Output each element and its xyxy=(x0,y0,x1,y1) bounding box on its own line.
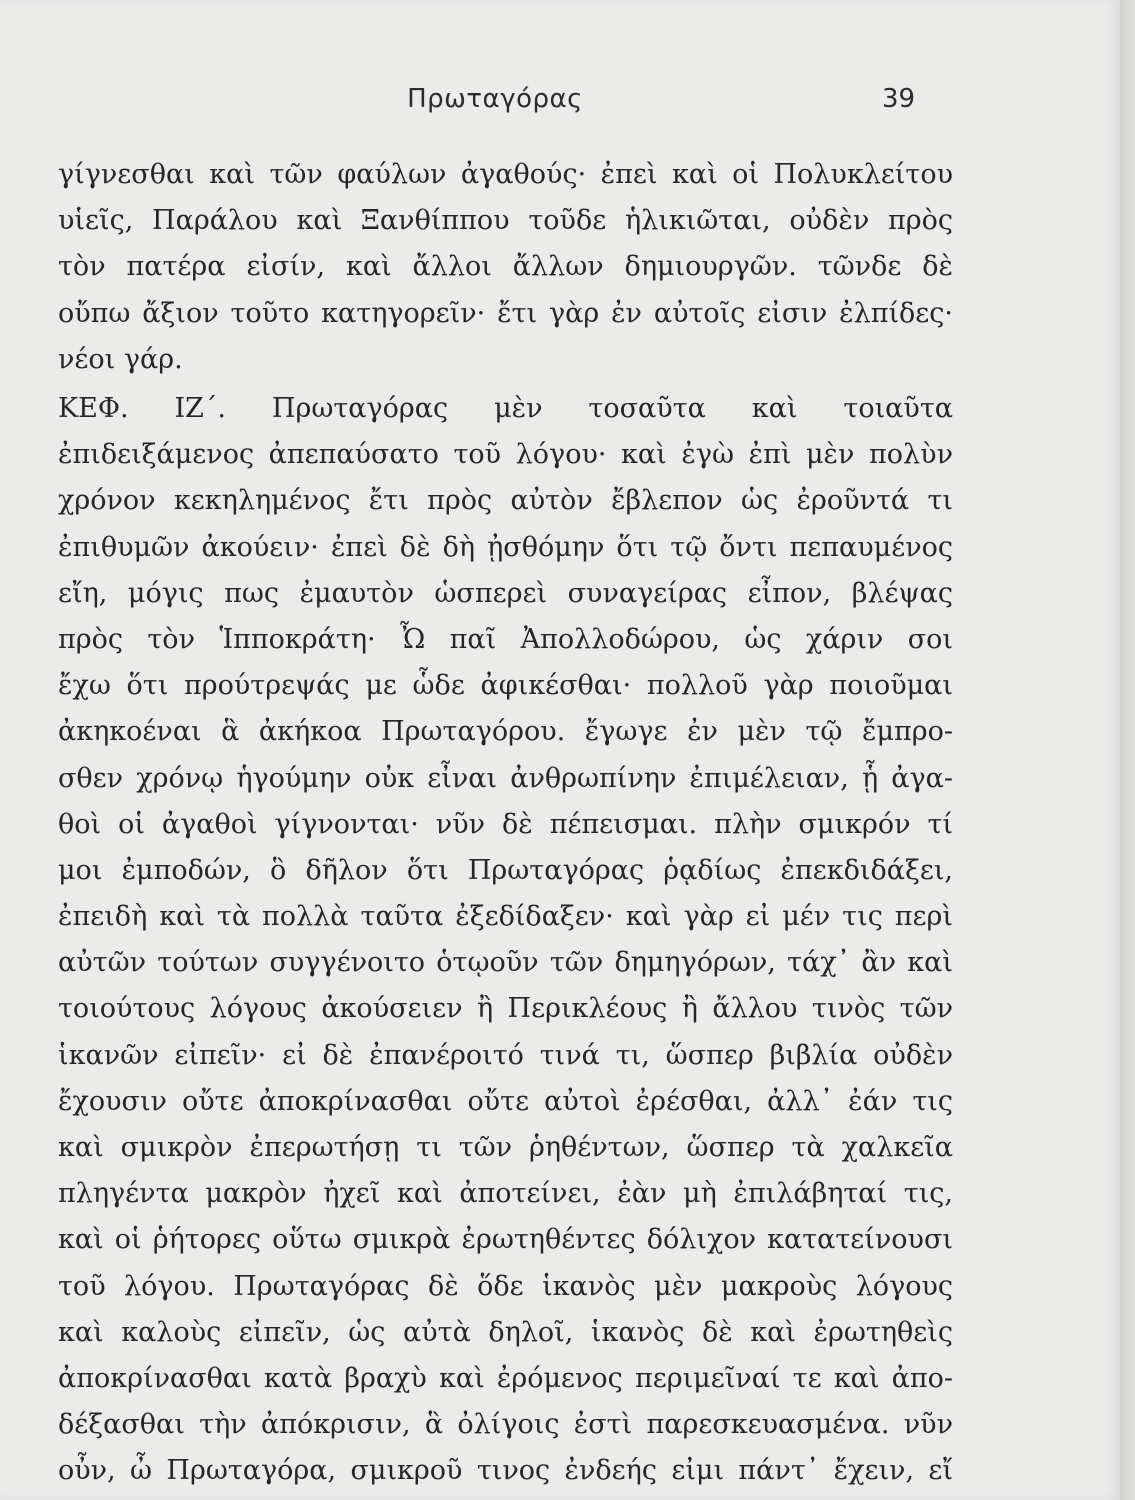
text-line: εἴη, μόγις πως ἐμαυτὸν ὡσπερεὶ συναγείρας εἶπον, βλέψας xyxy=(58,577,953,609)
text-line: καὶ καλοὺς εἰπεῖν, ὡς αὐτὰ δηλοῖ, ἱκανὸς δὲ καὶ ἐρωτηθεὶς xyxy=(58,1316,953,1348)
text-line: μοι ἐμποδών, ὃ δῆλον ὅτι Πρωταγόρας ῥᾳδίως ἐπεκδιδάξει, xyxy=(58,854,953,886)
text-line: πληγέντα μακρὸν ἠχεῖ καὶ ἀποτείνει, ἐὰν μὴ ἐπιλάβηταί τις, xyxy=(58,1178,953,1210)
text-line: οὔπω ἄξιον τοῦτο κατηγορεῖν· ἔτι γὰρ ἐν αὐτοῖς εἰσιν ἐλπίδες· xyxy=(58,297,953,329)
text-line: ἐπειδὴ καὶ τὰ πολλὰ ταῦτα ἐξεδίδαξεν· καὶ γὰρ εἰ μέν τις περὶ xyxy=(58,901,953,933)
running-title: Πρωταγόρας xyxy=(407,84,583,114)
text-line: καὶ σμικρὸν ἐπερωτήσῃ τι τῶν ῥηθέντων, ὥσπερ τὰ χαλκεῖα xyxy=(58,1132,953,1163)
paragraph-1 xyxy=(58,152,953,383)
text-line: σθεν χρόνῳ ἡγούμην οὐκ εἶναι ἀνθρωπίνην ἐπιμέλειαν, ᾗ ἀγα- xyxy=(58,762,953,794)
text-line: ἱκανῶν εἰπεῖν· εἰ δὲ ἐπανέροιτό τινά τι, ὥσπερ βιβλία οὐδὲν xyxy=(58,1039,953,1071)
text-line: τοῦ λόγου. Πρωταγόρας δὲ ὅδε ἱκανὸς μὲν μακροὺς λόγους xyxy=(58,1270,953,1302)
text-line: αὐτῶν τούτων συγγένοιτο ὁτῳοῦν τῶν δημηγόρων, τάχ᾽ ἂν καὶ xyxy=(58,947,953,979)
text-line: τὸν πατέρα εἰσίν, καὶ ἄλλοι ἄλλων δημιουργῶν. τῶνδε δὲ xyxy=(58,251,953,283)
text-line: νέοι γάρ. xyxy=(58,343,183,375)
page-edge xyxy=(1120,0,1135,1500)
text-line: χρόνον κεκηλημένος ἔτι πρὸς αὐτὸν ἔβλεπον ὡς ἐροῦντά τι xyxy=(58,485,953,517)
text-line: ἐπιθυμῶν ἀκούειν· ἐπεὶ δὲ δὴ ᾐσθόμην ὅτι τῷ ὄντι πεπαυμένος xyxy=(58,531,953,563)
text-line: ἐπιδειξάμενος ἀπεπαύσατο τοῦ λόγου· καὶ ἐγὼ ἐπὶ μὲν πολὺν xyxy=(58,439,953,471)
text-line: γίγνεσθαι καὶ τῶν φαύλων ἀγαθούς· ἐπεὶ καὶ οἱ Πολυκλείτου xyxy=(58,159,953,190)
page-header xyxy=(0,84,1120,124)
text-line: πρὸς τὸν Ἱπποκράτη· Ὦ παῖ Ἀπολλοδώρου, ὡς χάριν σοι xyxy=(58,623,953,655)
text-line: ἀκηκοέναι ἃ ἀκήκοα Πρωταγόρου. ἔγωγε ἐν μὲν τῷ ἔμπρο- xyxy=(58,716,953,748)
text-line: τοιούτους λόγους ἀκούσειεν ἢ Περικλέους ἢ ἄλλου τινὸς τῶν xyxy=(58,993,953,1025)
text-line: ἀποκρίνασθαι κατὰ βραχὺ καὶ ἐρόμενος περιμεῖναί τε καὶ ἀπο- xyxy=(58,1362,953,1394)
text-line: ἔχουσιν οὔτε ἀποκρίνασθαι οὔτε αὐτοὶ ἐρέσθαι, ἀλλ᾽ ἐάν τις xyxy=(58,1085,953,1117)
page-number: 39 xyxy=(882,84,916,114)
paragraph-2-chapter-17 xyxy=(58,386,953,1495)
text-line: υἱεῖς, Παράλου καὶ Ξανθίππου τοῦδε ἡλικιῶται, οὐδὲν πρὸς xyxy=(58,205,953,237)
chapter-heading-line: ΚΕΦ. ΙΖ΄. Πρωταγόρας μὲν τοσαῦτα καὶ τοιαῦτα xyxy=(58,393,953,424)
text-line: δέξασθαι τὴν ἀπόκρισιν, ἃ ὀλίγοις ἐστὶ παρεσκευασμένα. νῦν xyxy=(58,1409,953,1441)
text-line: θοὶ οἱ ἀγαθοὶ γίγνονται· νῦν δὲ πέπεισμαι. πλὴν σμικρόν τί xyxy=(58,808,953,840)
text-line: οὖν, ὦ Πρωταγόρα, σμικροῦ τινος ἐνδεής εἰμι πάντ᾽ ἔχειν, εἴ xyxy=(58,1455,953,1487)
text-line: καὶ οἱ ῥήτορες οὕτω σμικρὰ ἐρωτηθέντες δόλιχον κατατείνουσι xyxy=(58,1224,953,1256)
text-line: ἔχω ὅτι προύτρεψάς με ὧδε ἀφικέσθαι· πολλοῦ γὰρ ποιοῦμαι xyxy=(58,670,953,702)
